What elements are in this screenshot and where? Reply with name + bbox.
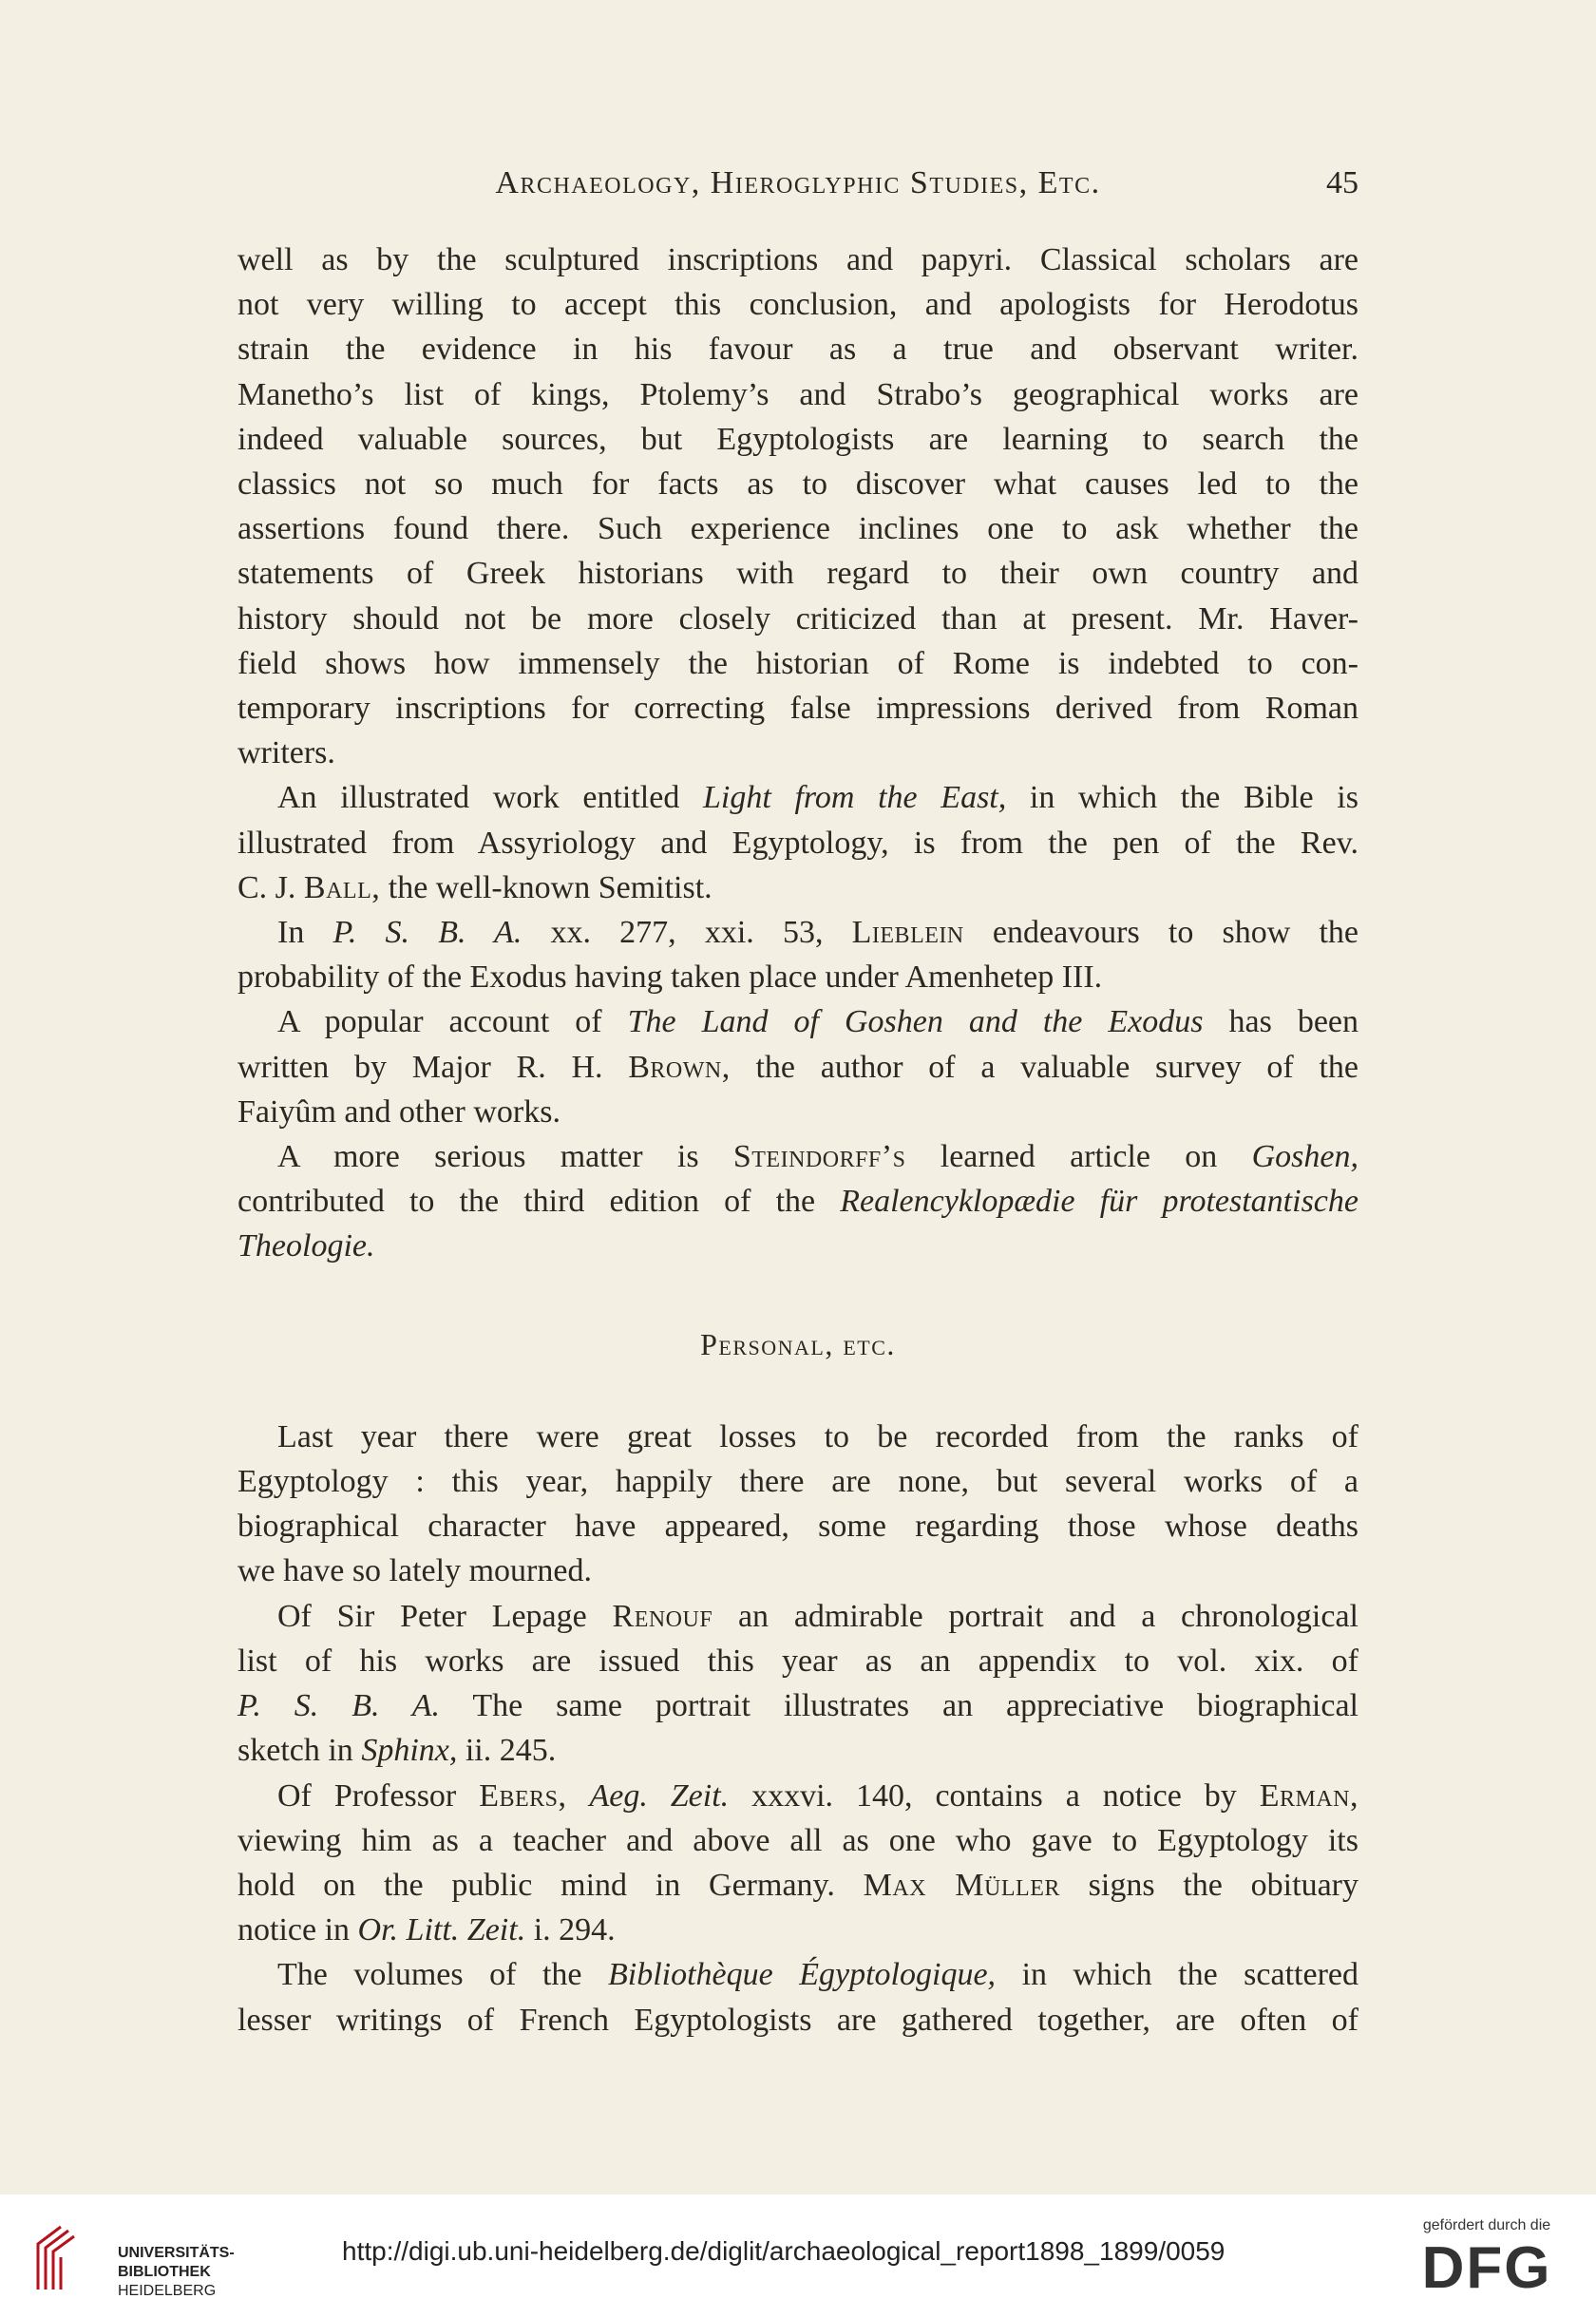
text-run: notice in bbox=[238, 1912, 358, 1948]
text-run: ii. 245. bbox=[457, 1733, 557, 1769]
work-title: Goshen, bbox=[1251, 1139, 1358, 1175]
author-name: Erman, bbox=[1259, 1777, 1358, 1814]
text-run: A popular account of bbox=[277, 1004, 628, 1040]
text-line: classics not so much for facts as to discover what causes led to the bbox=[238, 466, 1358, 503]
text-run: has been bbox=[1203, 1004, 1358, 1040]
work-title: The Land of Goshen and the Exodus bbox=[627, 1004, 1204, 1040]
text-line bbox=[238, 1952, 1358, 1997]
work-title: Bibliothèque Égyptologique, bbox=[608, 1957, 997, 1993]
text-line bbox=[238, 775, 1358, 820]
funded-by-label: gefördert durch die bbox=[1422, 2217, 1551, 2233]
permalink-url[interactable]: http://digi.ub.uni-heidelberg.de/diglit/archaeological_report1898_1899/0059 bbox=[342, 2236, 1226, 2266]
text-run: An illustrated work entitled bbox=[277, 780, 704, 816]
library-name-line: HEIDELBERG bbox=[118, 2283, 217, 2299]
text-line: indeed valuable sources, but Egyptologists are learning to search the bbox=[238, 421, 1358, 457]
text-line bbox=[238, 1179, 1358, 1224]
text-run: Of Professor bbox=[277, 1777, 480, 1814]
section-heading: Personal, etc. bbox=[700, 1326, 896, 1361]
text-body bbox=[238, 238, 1358, 2042]
text-run: The same portrait illustrates an appreciative biographical bbox=[440, 1688, 1358, 1724]
paragraph-1 bbox=[238, 238, 1358, 775]
library-name-line: BIBLIOTHEK bbox=[118, 2264, 211, 2280]
text-line: history should not be more closely criticized than at present. Mr. Haver- bbox=[238, 600, 1358, 636]
work-title: Theologie. bbox=[238, 1228, 375, 1264]
text-line: probability of the Exodus having taken place under Amenhetep III. bbox=[238, 960, 1103, 996]
running-title: Archaeology, Hieroglyphic Studies, Etc. bbox=[495, 165, 1101, 200]
text-line: Egyptology : this year, happily there are none, but several works of a bbox=[238, 1464, 1358, 1500]
author-name: Brown, bbox=[628, 1049, 731, 1085]
text-line bbox=[238, 1683, 1358, 1728]
text-line bbox=[238, 1045, 1358, 1090]
text-line: we have so lately mourned. bbox=[238, 1553, 592, 1589]
paragraph-3 bbox=[238, 910, 1358, 999]
text-line: viewing him as a teacher and above all as one who gave to Egyptology its bbox=[238, 1822, 1358, 1858]
paragraph-7 bbox=[238, 1594, 1358, 1774]
text-line: statements of Greek historians with regard to their own country and bbox=[238, 556, 1358, 592]
ub-heidelberg-icon bbox=[34, 2223, 76, 2291]
text-run: an admirable portrait and a chronological bbox=[712, 1598, 1358, 1634]
text-line bbox=[238, 910, 1358, 955]
journal-ref: Sphinx, bbox=[361, 1733, 458, 1769]
paragraph-4 bbox=[238, 999, 1358, 1134]
author-name: Lieblein bbox=[851, 915, 964, 951]
journal-ref: P. S. B. A. bbox=[238, 1688, 441, 1724]
journal-ref: P. S. B. A. bbox=[332, 915, 522, 951]
text-run: A more serious matter is bbox=[277, 1139, 733, 1175]
author-name: Ball, bbox=[303, 869, 381, 905]
dfg-logo: DFG bbox=[1421, 2235, 1552, 2301]
text-run: i. 294. bbox=[525, 1912, 616, 1948]
text-run: xxxvi. 140, contains a notice by bbox=[729, 1777, 1260, 1814]
page-number: 45 bbox=[1326, 165, 1358, 200]
author-name: Steindorff’s bbox=[732, 1139, 906, 1175]
text-line: field shows how immensely the historian of Rome is indebted to con- bbox=[238, 645, 1358, 681]
text-line: Manetho’s list of kings, Ptolemy’s and Strabo’s geographical works are bbox=[238, 376, 1358, 412]
text-line: Faiyûm and other works. bbox=[238, 1093, 560, 1130]
text-line: assertions found there. Such experience inclines one to ask whether the bbox=[238, 511, 1358, 547]
running-head bbox=[238, 165, 1358, 213]
text-run: learned article on bbox=[905, 1139, 1252, 1175]
viewer-footer bbox=[0, 2194, 1596, 2318]
text-line: well as by the sculptured inscriptions and papyri. Classical scholars are bbox=[238, 242, 1358, 277]
text-run: In bbox=[277, 915, 333, 951]
text-line bbox=[238, 1224, 1358, 1268]
library-name bbox=[118, 2244, 235, 2301]
text-run: sketch in bbox=[238, 1733, 362, 1769]
text-run: xx. 277, xxi. 53, bbox=[522, 915, 852, 951]
text-run: Of Sir Peter Lepage bbox=[277, 1598, 613, 1634]
text-run: The volumes of the bbox=[277, 1957, 608, 1993]
text-line bbox=[238, 1774, 1358, 1818]
text-line bbox=[238, 1594, 1358, 1639]
journal-ref: Aeg. Zeit. bbox=[589, 1777, 730, 1814]
paragraph-2 bbox=[238, 775, 1358, 910]
text-run: in which the scattered bbox=[996, 1957, 1358, 1993]
author-name: Max Müller bbox=[863, 1867, 1060, 1903]
journal-ref: Or. Litt. Zeit. bbox=[357, 1912, 526, 1948]
text-run: the author of a valuable survey of the bbox=[730, 1049, 1358, 1085]
paragraph-5 bbox=[238, 1134, 1358, 1269]
text-line: lesser writings of French Egyptologists are gathered together, are often of bbox=[238, 2002, 1358, 2038]
text-line: list of his works are issued this year as an appendix to vol. xix. of bbox=[238, 1643, 1358, 1679]
paragraph-8 bbox=[238, 1774, 1358, 1953]
text-line: not very willing to accept this conclusion, and apologists for Herodotus bbox=[238, 287, 1358, 323]
text-run: C. J. bbox=[238, 869, 304, 905]
text-line: temporary inscriptions for correcting false impressions derived from Roman bbox=[238, 691, 1358, 727]
text-line bbox=[238, 1863, 1358, 1908]
text-line: strain the evidence in his favour as a true and observant writer. bbox=[238, 332, 1358, 368]
work-title: Light from the East, bbox=[703, 780, 1007, 816]
work-title: Realencyklopædie für protestantische bbox=[840, 1184, 1358, 1220]
text-line: Last year there were great losses to be recorded from the ranks of bbox=[277, 1418, 1358, 1454]
text-run: contributed to the third edition of the bbox=[238, 1184, 841, 1220]
text-line bbox=[238, 1908, 1358, 1952]
text-line: biographical character have appeared, some regarding those whose deaths bbox=[238, 1509, 1358, 1545]
text-line: writers. bbox=[238, 735, 335, 771]
author-name: Ebers, bbox=[479, 1777, 567, 1814]
paragraph-9 bbox=[238, 1952, 1358, 2042]
library-name-line: UNIVERSITÄTS- bbox=[118, 2245, 235, 2261]
dfg-badge[interactable] bbox=[1406, 2217, 1568, 2299]
text-run: signs the obituary bbox=[1059, 1867, 1358, 1903]
text-line bbox=[238, 1728, 1358, 1773]
text-line bbox=[238, 865, 1358, 910]
text-line bbox=[238, 1134, 1358, 1179]
text-line bbox=[238, 999, 1358, 1044]
text-run: in which the Bible is bbox=[1006, 780, 1358, 816]
author-name: Renouf bbox=[612, 1598, 713, 1634]
text-run: endeavours to show the bbox=[963, 915, 1358, 951]
text-run: the well-known Semitist. bbox=[380, 869, 712, 905]
text-run: hold on the public mind in Germany. bbox=[238, 1867, 864, 1903]
text-line: illustrated from Assyriology and Egyptology, is from the pen of the Rev. bbox=[238, 825, 1358, 861]
university-library-logo[interactable] bbox=[34, 2223, 319, 2299]
paragraph-6 bbox=[238, 1415, 1358, 1594]
text-run: written by Major R. H. bbox=[238, 1049, 629, 1085]
